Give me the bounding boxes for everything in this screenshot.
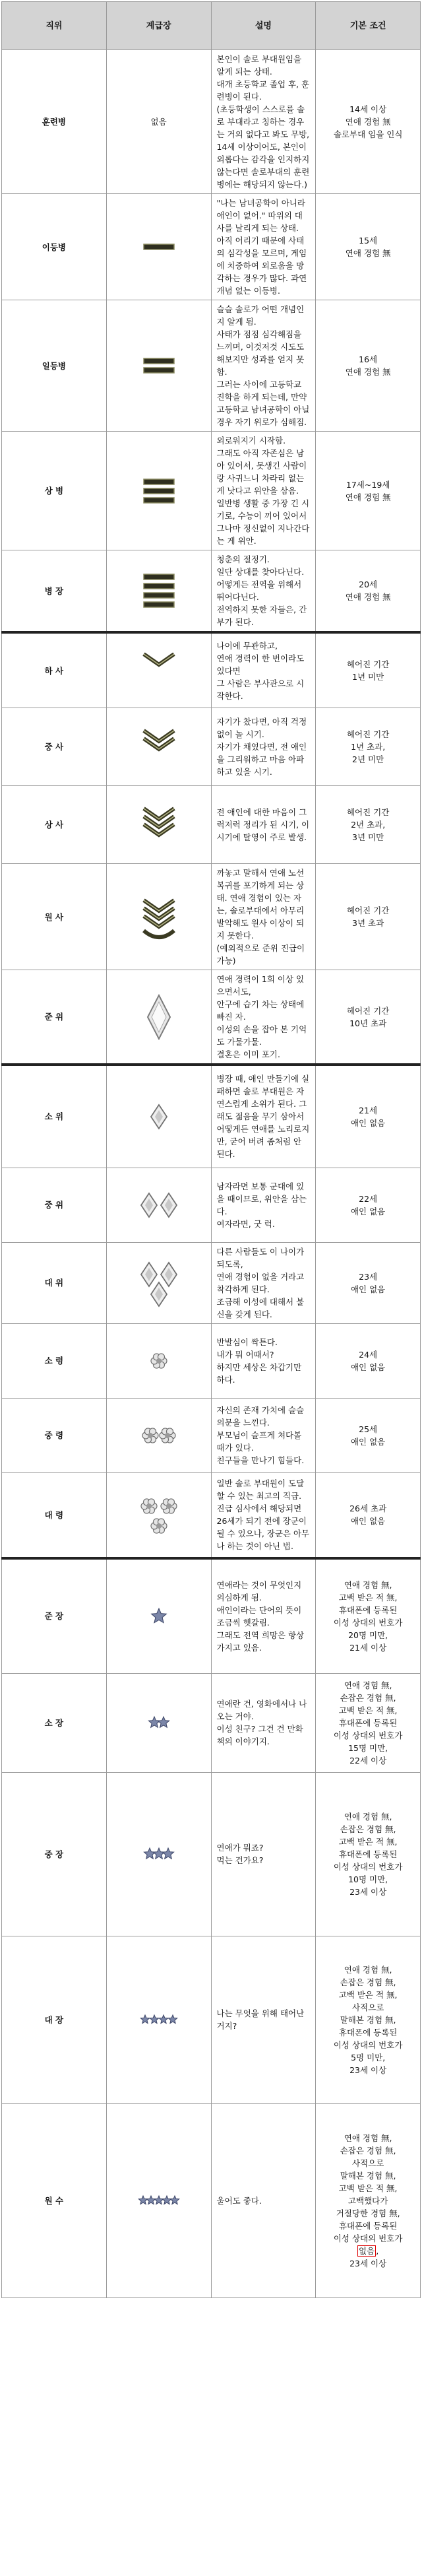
description-line: 병장 때, 애인 만들기에 실패하면 솔로 부대원은 자연스럽게 소위가 된다. 그래도 젊음을 무기 삼아서 어떻게든 연애를 노리로지만, 굳어 버려 좀처럼 안 된다. (216, 1074, 310, 1160)
rank-name: 대 장 (2, 1936, 107, 2103)
table-row (2, 550, 421, 633)
condition-line: 손잡은 경험 無, (340, 1824, 396, 1834)
condition-line: 없음 , (359, 2245, 379, 2256)
insignia-icon (106, 194, 211, 300)
table-row (2, 2103, 421, 2297)
insignia-icon (106, 300, 211, 432)
rank-condition (316, 1168, 421, 1242)
diamond-2-icon (136, 1169, 182, 1241)
description-line: 울어도 좋다. (216, 2195, 262, 2206)
condition-line: 고백 받은 적 無, (338, 1592, 398, 1602)
rank-condition (316, 432, 421, 550)
condition-line: 사적으로 (351, 2158, 384, 2168)
rank-description (211, 864, 316, 970)
description-line: 그래도 전역 희망은 항상 가지고 있음. (216, 1630, 305, 1653)
description-line: 다른 사람들도 이 나이가 되도록, (216, 1246, 305, 1269)
condition-line: 23세 이상 (349, 2064, 387, 2075)
condition-line: 애인 없음 (350, 1117, 386, 1128)
condition-line: 고백 받은 적 無, (338, 1705, 398, 1715)
rank-condition (316, 1472, 421, 1558)
rank-condition (316, 1772, 421, 1936)
condition-line: 애인 없음 (350, 1516, 386, 1527)
rank-name: 중 령 (2, 1398, 107, 1472)
description-line: 연애 경력이 한 번이라도 있다면 (216, 653, 305, 676)
rank-description (211, 1242, 316, 1323)
rank-condition (316, 970, 421, 1065)
description-line: 자신의 존재 가치에 슬슬 의문을 느낀다. (216, 1405, 305, 1428)
rank-name: 대 령 (2, 1472, 107, 1558)
rank-name: 원 수 (2, 2103, 107, 2297)
description-line: 이성의 손을 잡아 본 기억도 가물가물. (216, 1024, 307, 1047)
diamond-3-icon (136, 1247, 182, 1319)
rank-condition (316, 1673, 421, 1772)
description-line: (초등학생이 스스로를 솔로 부대라고 칭하는 경우는 거의 없다고 봐도 무방, 14세 이상이어도, 본인이 외롭다는 감각을 인지하지 않는다면 솔로부대의 훈련병에는 해당되지 않는다.) (216, 104, 310, 189)
condition-line: 20명 미만, (348, 1630, 388, 1640)
rank-description (211, 1168, 316, 1242)
private-bar-3-icon (136, 455, 182, 527)
condition-line: 25세 (359, 1424, 378, 1434)
rank-name: 하 사 (2, 632, 107, 708)
nco-chevron-2-icon (136, 711, 182, 783)
insignia-icon (106, 2103, 211, 2297)
rank-condition (316, 1242, 421, 1323)
rank-condition (316, 550, 421, 633)
insignia-icon (106, 1065, 211, 1168)
condition-line: 2년 미만 (352, 754, 384, 764)
rank-condition (316, 1936, 421, 2103)
condition-line: 1년 초과, (351, 742, 386, 752)
condition-line: 5명 미만, (351, 2052, 386, 2063)
insignia-icon (106, 1168, 211, 1242)
insignia-icon (106, 1673, 211, 1772)
condition-line: 연애 경험 無 (345, 367, 391, 377)
nco-chevron-4-icon (136, 880, 182, 953)
condition-line: 애인 없음 (350, 1284, 386, 1294)
insignia-icon (106, 1472, 211, 1558)
rank-condition (316, 2103, 421, 2297)
rank-description (211, 1472, 316, 1558)
rank-name: 병 장 (2, 550, 107, 633)
condition-line: 24세 (359, 1349, 378, 1360)
description-line: 연애라는 것이 무엇인지 의심하게 됨. (216, 1579, 302, 1602)
condition-line: 17세~19세 (346, 479, 390, 490)
rank-description (211, 1065, 316, 1168)
table-row (2, 432, 421, 550)
table-row (2, 1772, 421, 1936)
description-line: "나는 남녀공학이 아니라 애인이 없어." 따위의 대사를 날리게 되는 상태. (216, 198, 305, 233)
insignia-icon (106, 1242, 211, 1323)
condition-line: 손잡은 경험 無, (340, 1977, 396, 1987)
flower-1-icon (136, 1325, 182, 1397)
insignia-icon (106, 1558, 211, 1673)
star-1-icon (136, 1580, 182, 1653)
table-row (2, 194, 421, 300)
insignia-icon (106, 1936, 211, 2103)
insignia-icon (106, 708, 211, 786)
condition-line: 연애 경험 無 (345, 492, 391, 502)
condition-line: 휴대폰에 등록된 (338, 2027, 398, 2037)
rank-condition (316, 708, 421, 786)
condition-line: 애인 없음 (350, 1436, 386, 1447)
rank-name: 훈련병 (2, 50, 107, 194)
condition-line: 연애 경험 無 (345, 117, 391, 127)
insignia-icon (106, 970, 211, 1065)
insignia-icon (106, 550, 211, 633)
rank-name: 일등병 (2, 300, 107, 432)
rank-description (211, 300, 316, 432)
description-line: 그러는 사이에 고등학교 진학을 하게 되는데, 만약 고등학교 남녀공학이 아닐 경우 자기 위로가 심해짐. (216, 380, 310, 427)
condition-line: 21세 이상 (349, 1642, 387, 1653)
condition-line: 23세 (359, 1271, 378, 1282)
condition-line: 2년 초과, (351, 820, 386, 830)
table-row (2, 632, 421, 708)
condition-line: 말해본 경험 無, (340, 2014, 396, 2025)
condition-line: 휴대폰에 등록된 (338, 1717, 398, 1728)
description-line: 자기가 찼다면, 아직 걱정 없이 놀 시기. (216, 717, 307, 739)
condition-line: 이성 상대의 번호가 (333, 1617, 403, 1628)
condition-line: 연애 경험 無, (344, 1811, 392, 1822)
description-line: 조급해 이성에 대해서 불신을 갖게 된다. (216, 1296, 305, 1319)
condition-line: 고백 받은 적 無, (338, 2183, 398, 2193)
header-rank: 직위 (2, 2, 107, 50)
description-line: 자기가 채였다면, 전 애인을 그리워하고 마음 아파하고 있을 시기. (216, 742, 307, 777)
rank-description (211, 1398, 316, 1472)
description-line: 슬슬 솔로가 어떤 개념인지 알게 됨. (216, 304, 305, 327)
rank-name: 준 장 (2, 1558, 107, 1673)
rank-condition (316, 50, 421, 194)
condition-line: 15명 미만, (348, 1742, 388, 1753)
rank-description (211, 1936, 316, 2103)
rank-description (211, 1673, 316, 1772)
description-line: 결혼은 이미 포기. (216, 1049, 280, 1059)
description-line: 본인이 솔로 부대원임을 알게 되는 상태. (216, 54, 302, 77)
condition-line: 연애 경험 無, (344, 1964, 392, 1975)
header-description: 설명 (211, 2, 316, 50)
private-bar-1-icon (136, 211, 182, 283)
flower-3-icon (136, 1478, 182, 1551)
condition-line: 연애 경험 無, (344, 1579, 392, 1590)
rank-condition (316, 786, 421, 864)
rank-name: 상 병 (2, 432, 107, 550)
condition-line: 23세 이상 (349, 2258, 387, 2268)
condition-line: 이성 상대의 번호가 (333, 1730, 403, 1740)
star-2-icon (136, 1686, 182, 1759)
condition-line: 26세 초과 (349, 1503, 387, 1514)
insignia-icon (106, 1772, 211, 1936)
nco-chevron-1-icon (136, 634, 182, 707)
condition-line: 20세 (359, 579, 378, 589)
condition-line: 10년 초과 (349, 1018, 387, 1028)
insignia-icon (106, 432, 211, 550)
insignia-icon (106, 1323, 211, 1398)
rank-condition (316, 864, 421, 970)
description-line: 아직 어리기 때문에 사태의 심각성을 모르며, 게임에 치중하여 외로움을 망각하는 경우가 많다. 과연 개념 없는 이등병. (216, 236, 307, 296)
rank-condition (316, 632, 421, 708)
description-line: 외로워지기 시작함. (216, 436, 286, 446)
table-row (2, 300, 421, 432)
rank-condition (316, 194, 421, 300)
description-line: 그 사람은 부사관으로 시작한다. (216, 678, 305, 701)
table-row (2, 1065, 421, 1168)
condition-line: 22세 이상 (349, 1755, 387, 1766)
rank-condition (316, 1398, 421, 1472)
rank-description (211, 970, 316, 1065)
rank-name: 중 사 (2, 708, 107, 786)
description-line: 일단 상대를 찾아다닌다. (216, 567, 305, 577)
star-3-icon (136, 1818, 182, 1890)
description-line: 하지만 세상은 차갑기만 하다. (216, 1362, 302, 1385)
rank-name: 중 위 (2, 1168, 107, 1242)
table-row (2, 1398, 421, 1472)
condition-line: 솔로부대 임을 인식 (333, 129, 403, 139)
condition-line: 헤어진 기간 (346, 659, 390, 669)
table-row (2, 1472, 421, 1558)
condition-line: 이성 상대의 번호가 (333, 2233, 403, 2243)
table-header-row (2, 2, 421, 50)
condition-line: 고백 받은 적 無, (338, 1836, 398, 1847)
rank-description (211, 2103, 316, 2297)
rank-name: 대 위 (2, 1242, 107, 1323)
table-row (2, 864, 421, 970)
description-line: 어떻게든 전역을 위해서 뛰어다닌다. (216, 579, 302, 602)
table-row (2, 708, 421, 786)
description-line: 안구에 습기 차는 상태에 빠진 자. (216, 999, 305, 1022)
description-line: 전역하지 못한 자들은, 간부가 된다. (216, 605, 307, 627)
rank-table (1, 1, 421, 2298)
rank-condition (316, 300, 421, 432)
rank-description (211, 1323, 316, 1398)
description-line: 그래도 아직 자존심은 남아 있어서, 못생긴 사람이랑 사귀느니 차라리 없는 게 낫다고 위안을 삼음. (216, 448, 307, 496)
insignia-icon (106, 864, 211, 970)
description-line: 먹는 건가요? (216, 1855, 264, 1865)
description-line: 일반병 생활 중 가장 긴 시기로, 수능이 끼어 있어서 그나마 정신없이 지나간다는 게 위안. (216, 498, 310, 546)
description-line: 반발심이 싹튼다. (216, 1337, 278, 1347)
header-condition: 기본 조건 (316, 2, 421, 50)
rank-name: 이등병 (2, 194, 107, 300)
description-line: 애인이라는 단어의 뜻이 조금씩 헷갈림. (216, 1604, 302, 1628)
condition-line: 사적으로 (351, 2002, 384, 2012)
rank-description (211, 632, 316, 708)
table-row (2, 1242, 421, 1323)
condition-line: 휴대폰에 등록된 (338, 1849, 398, 1859)
description-line: 전 애인에 대한 마음이 그럭저럭 정리가 된 시기, 이 시기에 탈영이 주로 발생. (216, 807, 310, 842)
description-line: 청춘의 절정기. (216, 554, 270, 564)
rank-name: 상 사 (2, 786, 107, 864)
description-line: 나는 무엇을 위해 태어난 거지? (216, 2008, 305, 2031)
condition-line: 헤어진 기간 (346, 729, 390, 739)
rank-condition (316, 1323, 421, 1398)
description-line: 연애란 건, 영화에서나 나오는 거야. (216, 1699, 307, 1721)
condition-line: 3년 미만 (352, 832, 384, 842)
condition-line: 손잡은 경험 無, (340, 1692, 396, 1703)
condition-line: 거절당한 경험 無, (336, 2208, 400, 2218)
table-row (2, 786, 421, 864)
rank-description (211, 50, 316, 194)
condition-line: 고백 받은 적 無, (338, 1989, 398, 2000)
condition-line: 손잡은 경험 無, (340, 2145, 396, 2156)
condition-line: 이성 상대의 번호가 (333, 1861, 403, 1872)
condition-line: 애인 없음 (350, 1206, 386, 1216)
condition-line: 고백했다가 (347, 2195, 388, 2206)
rank-description (211, 708, 316, 786)
table-row (2, 1558, 421, 1673)
condition-line: 헤어진 기간 (346, 906, 390, 915)
table-row (2, 1936, 421, 2103)
condition-line: 1년 미만 (352, 672, 384, 682)
insignia-icon (106, 1398, 211, 1472)
condition-line: 휴대폰에 등록된 (338, 1604, 398, 1615)
description-line: 나이에 무관하고, (216, 640, 278, 651)
condition-line: 15세 (359, 236, 378, 246)
condition-line: 3년 초과 (352, 918, 384, 928)
rank-name: 소 장 (2, 1673, 107, 1772)
description-line: 일반 솔로 부대원이 도달할 수 있는 최고의 직급. 진급 심사에서 해당되면 26세가 되기 전에 장군이 될 수 있으나, 장군은 아무나 하는 것이 아닌 법. (216, 1478, 310, 1552)
insignia-icon (106, 632, 211, 708)
condition-line: 연애 경험 無, (344, 2132, 392, 2143)
condition-line: 연애 경험 無 (345, 248, 391, 258)
rank-condition (316, 1558, 421, 1673)
table-row (2, 1673, 421, 1772)
diamond-1-icon (136, 1080, 182, 1153)
description-line: 사태가 점점 심각해짐을 느끼며, 이것저것 시도도 해보지만 성과를 얻지 못함. (216, 329, 305, 377)
rank-name: 소 령 (2, 1323, 107, 1398)
star-5-icon (136, 2164, 182, 2237)
nco-chevron-3-icon (136, 789, 182, 861)
description-line: 내가 뭐 어때서? (216, 1349, 274, 1360)
rank-description (211, 1558, 316, 1673)
condition-line: 이성 상대의 번호가 (333, 2039, 403, 2050)
description-line: 이성 친구? 그건 건 만화책의 이야기지. (216, 1724, 303, 1746)
table-row (2, 1168, 421, 1242)
insignia-icon (106, 786, 211, 864)
description-line: 남자라면 보통 군대에 있을 때이므로, 위안을 삼는다. (216, 1181, 307, 1216)
condition-line: 연애 경험 無, (344, 1680, 392, 1690)
rank-name: 소 위 (2, 1065, 107, 1168)
description-line: 연애 경력이 1회 이상 있으면서도, (216, 974, 305, 997)
rank-description (211, 786, 316, 864)
description-line: 친구들을 만나기 힘들다. (216, 1455, 305, 1465)
condition-line: 말해본 경험 無, (340, 2170, 396, 2181)
condition-line: 16세 (359, 354, 378, 364)
table-row (2, 1323, 421, 1398)
rank-name: 중 장 (2, 1772, 107, 1936)
flower-2-icon (136, 1399, 182, 1472)
condition-line: 14세 이상 (349, 104, 387, 114)
description-line: 대개 초등학교 졸업 후, 훈련병이 된다. (216, 79, 310, 102)
condition-line: 23세 이상 (349, 1886, 387, 1897)
description-line: 까놓고 말해서 연애 노선 복귀를 포기하게 되는 상태. 연애 경험이 있는 자는, 솔로부대에서 아무리 발악해도 원사 이상이 되지 못한다. (216, 868, 305, 941)
condition-line: 애인 없음 (350, 1362, 386, 1372)
insignia-none: 없음 (106, 50, 211, 194)
description-line: (예외적으로 준위 진급이 가능) (216, 943, 305, 966)
condition-line: 21세 (359, 1105, 378, 1115)
rank-description (211, 432, 316, 550)
description-line: 연애 경험이 없을 거라고 착각하게 된다. (216, 1271, 305, 1294)
rank-condition (316, 1065, 421, 1168)
description-line: 여자라면, 굿 럭. (216, 1218, 275, 1229)
warrant-leaf-icon (136, 981, 182, 1053)
condition-line: 10명 미만, (348, 1874, 388, 1884)
rank-description (211, 550, 316, 633)
condition-line: 연애 경험 無 (345, 592, 391, 602)
rank-description (211, 194, 316, 300)
condition-line: 휴대폰에 등록된 (338, 2220, 398, 2231)
star-4-icon (136, 1983, 182, 2056)
rank-description (211, 1772, 316, 1936)
private-bar-4-icon (136, 554, 182, 627)
condition-line: 헤어진 기간 (346, 1005, 390, 1016)
condition-line: 헤어진 기간 (346, 807, 390, 817)
rank-name: 원 사 (2, 864, 107, 970)
condition-line: 22세 (359, 1193, 378, 1204)
table-row (2, 50, 421, 194)
rank-name: 준 위 (2, 970, 107, 1065)
table-row (2, 970, 421, 1065)
header-insignia: 계급장 (106, 2, 211, 50)
private-bar-2-icon (136, 329, 182, 402)
description-line: 연애가 뭐죠? (216, 1843, 264, 1853)
description-line: 부모님이 슬프게 쳐다볼 때가 있다. (216, 1430, 302, 1453)
